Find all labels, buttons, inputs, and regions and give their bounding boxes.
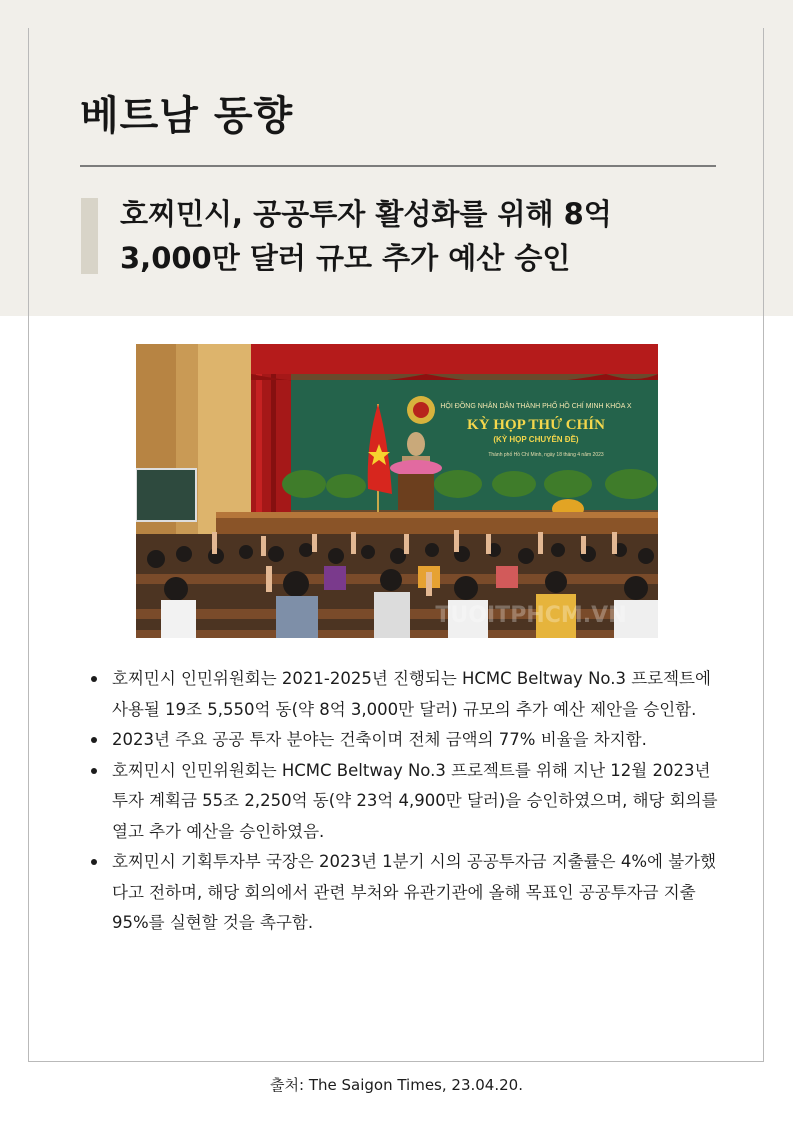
bullet-item	[88, 847, 728, 939]
bullet-dot	[91, 676, 97, 682]
headline	[120, 192, 710, 280]
bullet-dot	[91, 737, 97, 743]
bullet-text: 호찌민시 인민위원회는 2021-2025년 진행되는 HCMC Beltway No.3 프로젝트에 사용될 19조 5,550억 동(약 8억 3,000만 달러) 규모의 추가 예산 제안을 승인함.	[112, 669, 711, 719]
banner-top-text: HỘI ĐỒNG NHÂN DÂN THÀNH PHỐ HỒ CHÍ MINH KHÓA X	[440, 403, 632, 410]
source-citation: 출처: The Saigon Times, 23.04.20.	[270, 1076, 523, 1094]
banner-date-text: Thành phố Hồ Chí Minh, ngày 18 tháng 4 năm 2023	[488, 452, 604, 458]
title-divider	[80, 165, 716, 167]
bullet-item	[88, 725, 728, 756]
bullet-item	[88, 664, 728, 725]
assembly-photo	[136, 344, 658, 638]
bullet-item	[88, 756, 728, 848]
headline-line-2: 3,000만 달러 규모 추가 예산 승인	[120, 241, 571, 275]
bullet-dot	[91, 859, 97, 865]
photo-watermark: TUOITPHCM.VN	[435, 603, 627, 628]
bullet-dot	[91, 768, 97, 774]
bullet-text: 호찌민시 기획투자부 국장은 2023년 1분기 시의 공공투자금 지출률은 4%에 불가했다고 전하며, 해당 회의에서 관련 부처와 유관기관에 올해 목표인 공공투자금 지출 95%를 실현할 것을 촉구함.	[112, 852, 717, 932]
bullet-text: 2023년 주요 공공 투자 분야는 건축이며 전체 금액의 77% 비율을 차지함.	[112, 730, 647, 749]
headline-accent-bar	[81, 198, 98, 274]
bullet-list	[88, 664, 728, 939]
banner-main-text: KỲ HỌP THỨ CHÍN	[467, 417, 605, 433]
banner-sub-text: (KỲ HỌP CHUYÊN ĐỀ)	[493, 435, 579, 444]
bullet-text: 호찌민시 인민위원회는 HCMC Beltway No.3 프로젝트를 위해 지난 12월 2023년 투자 계획금 55조 2,250억 동(약 23억 4,900만 달러)을 승인하였으며, 해당 회의를 열고 추가 예산을 승인하였음.	[112, 760, 718, 841]
headline-line-1: 호찌민시, 공공투자 활성화를 위해 8억	[120, 197, 612, 231]
section-title: 베트남 동향	[80, 93, 294, 139]
